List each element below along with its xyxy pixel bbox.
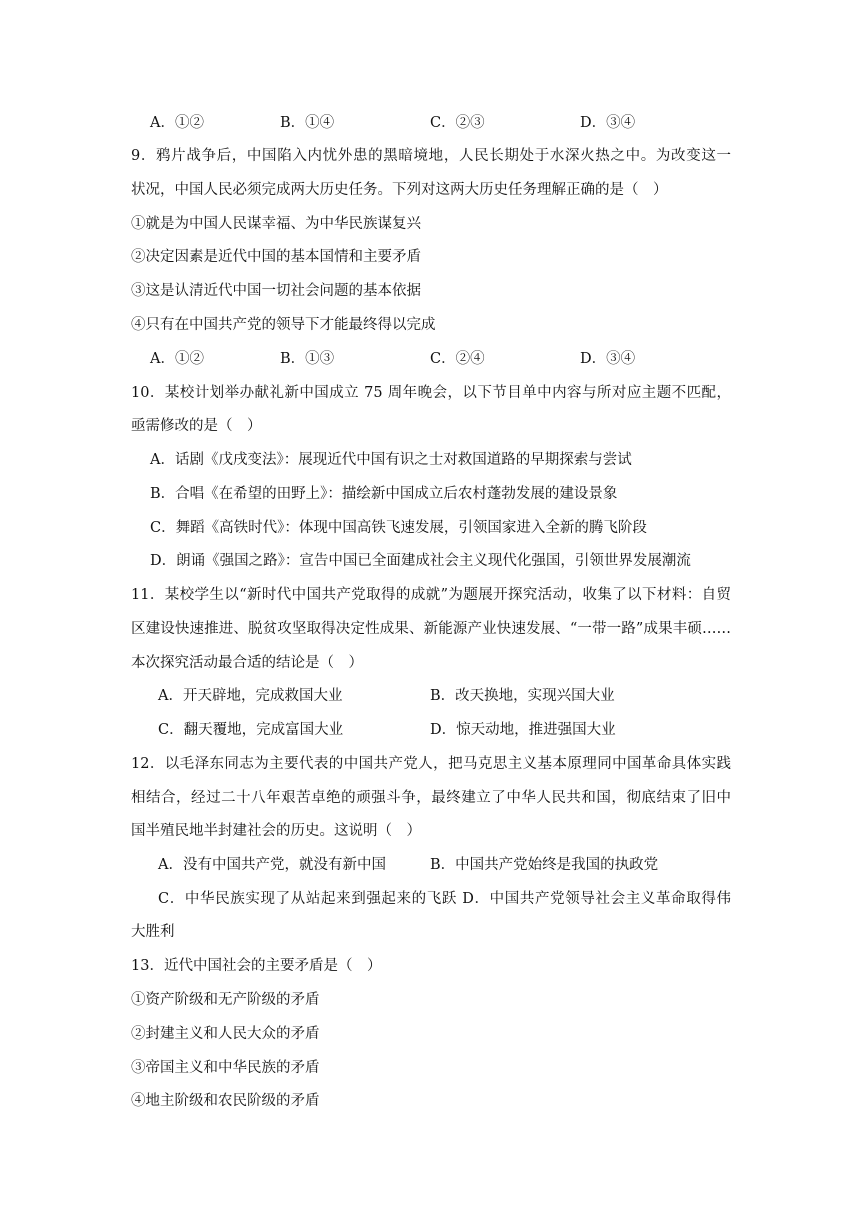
q8-option-a[interactable]: A．①② <box>150 115 204 131</box>
q11-stem-line-3: 本次探究活动最合适的结论是（ ） <box>131 655 363 671</box>
q11-options-row-1 <box>158 686 738 706</box>
q8-option-c[interactable]: C．②③ <box>430 115 485 131</box>
q9-item-2: ②决定因素是近代中国的基本国情和主要矛盾 <box>131 249 421 265</box>
q11-option-a[interactable]: A．开天辟地，完成救国大业 <box>158 688 343 704</box>
q8-options <box>150 113 710 133</box>
q12-option-a[interactable]: A．没有中国共产党，就没有新中国 <box>158 857 386 873</box>
q12-stem-line-2: 相结合，经过二十八年艰苦卓绝的顽强斗争，最终建立了中华人民共和国，彻底结束了旧中 <box>131 790 731 806</box>
q11-option-d[interactable]: D．惊天动地，推进强国大业 <box>430 722 616 738</box>
q10-stem-line-1: 10．某校计划举办献礼新中国成立 75 周年晚会，以下节目单中内容与所对应主题不匹配， <box>131 385 731 401</box>
q13-item-3: ③帝国主义和中华民族的矛盾 <box>131 1060 320 1076</box>
q9-option-c[interactable]: C．②④ <box>430 351 485 367</box>
q11-stem-line-2: 区建设快速推进、脱贫攻坚取得决定性成果、新能源产业快速发展、“一带一路”成果丰硕…… <box>131 621 731 637</box>
q13-item-4: ④地主阶级和农民阶级的矛盾 <box>131 1093 320 1109</box>
q9-stem-line-2: 状况，中国人民必须完成两大历史任务。下列对这两大历史任务理解正确的是（ ） <box>131 182 668 198</box>
q13-item-2: ②封建主义和人民大众的矛盾 <box>131 1026 320 1042</box>
q10-option-d[interactable]: D．朗诵《强国之路》：宣告中国已全面建成社会主义现代化强国，引领世界发展潮流 <box>150 553 691 569</box>
q9-item-1: ①就是为中国人民谋幸福、为中华民族谋复兴 <box>131 216 421 232</box>
q13-item-1: ①资产阶级和无产阶级的矛盾 <box>131 992 320 1008</box>
q10-option-b[interactable]: B．合唱《在希望的田野上》：描绘新中国成立后农村蓬勃发展的建设景象 <box>150 486 618 502</box>
q12-stem-line-3: 国半殖民地半封建社会的历史。这说明（ ） <box>131 823 421 839</box>
q8-option-d[interactable]: D．③④ <box>580 115 636 131</box>
q10-option-c[interactable]: C．舞蹈《高铁时代》：体现中国高铁飞速发展，引领国家进入全新的腾飞阶段 <box>150 520 647 536</box>
q12-options-row-2[interactable]: C．中华民族实现了从站起来到强起来的飞跃 D．中国共产党领导社会主义革命取得伟 <box>158 891 731 907</box>
q11-option-b[interactable]: B．改天换地，实现兴国大业 <box>430 688 615 704</box>
q9-item-3: ③这是认清近代中国一切社会问题的基本依据 <box>131 283 421 299</box>
q11-stem-line-1: 11．某校学生以“新时代中国共产党取得的成就”为题展开探究活动，收集了以下材料：自贸 <box>131 587 731 603</box>
q8-option-b[interactable]: B．①④ <box>280 115 335 131</box>
q9-options <box>150 349 710 369</box>
q10-option-a[interactable]: A．话剧《戊戌变法》：展现近代中国有识之士对救国道路的早期探索与尝试 <box>150 452 632 468</box>
q10-stem-line-2: 亟需修改的是（ ） <box>131 418 262 434</box>
q11-options-row-2 <box>158 720 738 740</box>
q12-options-row-3[interactable]: 大胜利 <box>131 924 175 940</box>
q9-stem-line-1: 9．鸦片战争后，中国陷入内忧外患的黑暗境地，人民长期处于水深火热之中。为改变这一 <box>131 148 731 164</box>
q12-stem-line-1: 12．以毛泽东同志为主要代表的中国共产党人，把马克思主义基本原理同中国革命具体实践 <box>131 756 731 772</box>
q9-item-4: ④只有在中国共产党的领导下才能最终得以完成 <box>131 317 436 333</box>
q9-option-d[interactable]: D．③④ <box>580 351 636 367</box>
q11-option-c[interactable]: C．翻天覆地，完成富国大业 <box>158 722 344 738</box>
q13-stem: 13．近代中国社会的主要矛盾是（ ） <box>131 958 382 974</box>
q12-options-row-1 <box>158 855 738 875</box>
q9-option-b[interactable]: B．①③ <box>280 351 335 367</box>
q9-option-a[interactable]: A．①② <box>150 351 204 367</box>
q12-option-b[interactable]: B．中国共产党始终是我国的执政党 <box>430 857 659 873</box>
